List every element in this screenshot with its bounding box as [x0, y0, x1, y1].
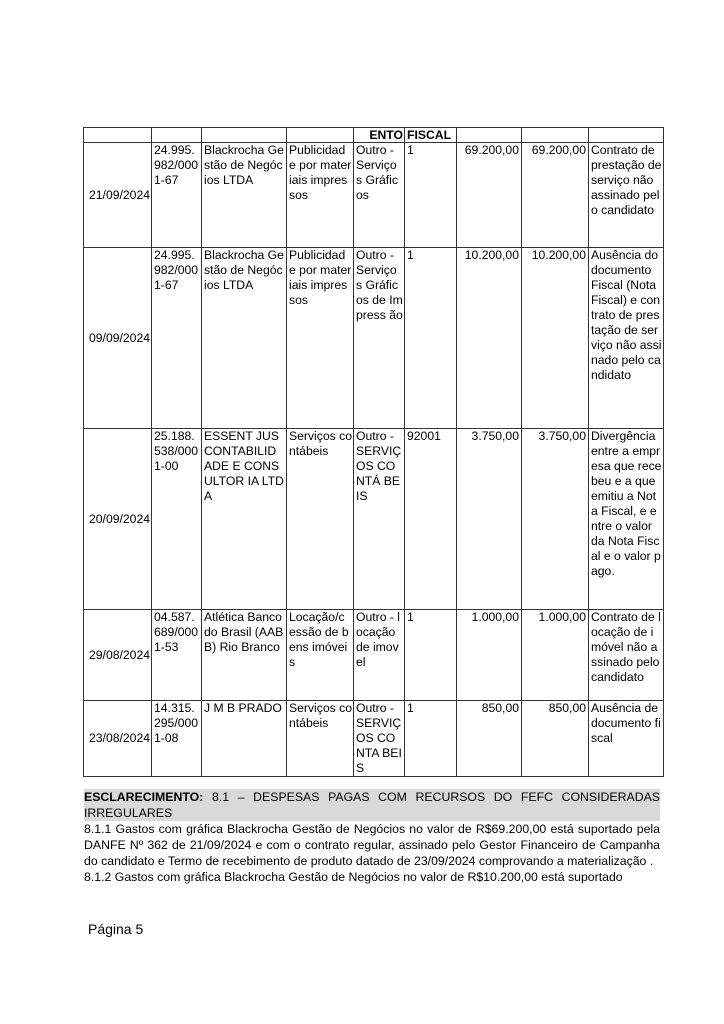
doc-cell: 1 [405, 701, 457, 777]
service-cell: Serviços contábeis [287, 701, 354, 777]
date-cell: 21/09/2024 [84, 143, 152, 248]
doc-cell: 1 [405, 248, 457, 429]
clarification-label: ESCLARECIMENTO: [84, 790, 204, 804]
issue-cell: Contrato de locação de imóvel não assinado pelo candidato [589, 610, 664, 701]
doc-cell: 1 [405, 143, 457, 248]
cnpj-cell: 25.188. 538/000 1-00 [152, 429, 202, 610]
clarification-paragraph-8-1-1: 8.1.1 Gastos com gráfica Blackrocha Gestão de Negócios no valor de R$69.200,00 está suportado pela DANFE Nº 362 de 21/09/2024 e com o contrato regular, assinado pelo Gestor Financeiro de Campanha do candidato e Termo de recebimento de produto datado de 23/09/2024 comprovando a materialização . [84, 822, 660, 868]
page-number: Página 5 [88, 921, 144, 937]
supplier-cell: Blackrocha Gestão de Negócios LTDA [202, 248, 287, 429]
issue-cell: Ausência do documento Fiscal (Nota Fiscal) e contrato de prestação de serviço não assinado pelo candidato [589, 248, 664, 429]
header-cell-ento: ENTO [354, 128, 405, 143]
supplier-cell: Atlética Banco do Brasil (AABB) Rio Branco [202, 610, 287, 701]
header-cell [589, 128, 664, 143]
doc-cell: 92001 [405, 429, 457, 610]
value-paid-cell: 1.000,00 [522, 610, 589, 701]
doc-cell: 1 [405, 610, 457, 701]
issue-cell: Divergência entre a empresa que recebeu e a que emitiu a Nota Fiscal, e entre o valor da Nota Fiscal e o valor pago. [589, 429, 664, 610]
cnpj-cell: 04.587. 689/000 1-53 [152, 610, 202, 701]
type-cell: Outro - Serviço s Gráficos de Impress ão [354, 248, 405, 429]
service-cell: Locação/c essão de bens imóveis [287, 610, 354, 701]
type-cell: Outro - locação de imovel [354, 610, 405, 701]
clarification-heading [84, 789, 660, 821]
value-cell: 1.000,00 [457, 610, 522, 701]
issue-cell: Ausência de documento fiscal [589, 701, 664, 777]
type-cell: Outro - SERVIÇ OS CONTÁ BEIS [354, 429, 405, 610]
value-paid-cell: 10.200,00 [522, 248, 589, 429]
header-cell [202, 128, 287, 143]
header-cell [152, 128, 202, 143]
table-row [84, 610, 664, 701]
value-cell: 10.200,00 [457, 248, 522, 429]
date-cell: 29/08/2024 [84, 610, 152, 701]
header-cell-fiscal: FISCAL [405, 128, 457, 143]
service-cell: Publicidad e por materiais impressos [287, 143, 354, 248]
clarification-section [84, 789, 660, 885]
cnpj-cell: 24.995. 982/000 1-67 [152, 248, 202, 429]
header-cell [84, 128, 152, 143]
type-cell: Outro - Serviço s Gráficos [354, 143, 405, 248]
clarification-paragraph-8-1-2: 8.1.2 Gastos com gráfica Blackrocha Gestão de Negócios no valor de R$10.200,00 está suportado [84, 870, 623, 884]
value-cell: 850,00 [457, 701, 522, 777]
clarification-heading-text: 8.1 – DESPESAS PAGAS COM RECURSOS DO FEFC CONSIDERADAS IRREGULARES [84, 790, 660, 820]
expenses-table [83, 127, 664, 777]
value-cell: 69.200,00 [457, 143, 522, 248]
table-row [84, 248, 664, 429]
type-cell: Outro - SERVIÇ OS CONTA BEIS [354, 701, 405, 777]
table-row [84, 143, 664, 248]
service-cell: Publicidad e por materiais impressos [287, 248, 354, 429]
value-paid-cell: 3.750,00 [522, 429, 589, 610]
header-cell [522, 128, 589, 143]
cnpj-cell: 24.995. 982/000 1-67 [152, 143, 202, 248]
header-cell [457, 128, 522, 143]
value-cell: 3.750,00 [457, 429, 522, 610]
service-cell: Serviços contábeis [287, 429, 354, 610]
date-cell: 23/08/2024 [84, 701, 152, 777]
date-cell: 20/09/2024 [84, 429, 152, 610]
value-paid-cell: 850,00 [522, 701, 589, 777]
cnpj-cell: 14.315. 295/000 1-08 [152, 701, 202, 777]
supplier-cell: Blackrocha Gestão de Negócios LTDA [202, 143, 287, 248]
table-header-row [84, 128, 664, 143]
issue-cell: Contrato de prestação de serviço não assinado pelo candidato [589, 143, 664, 248]
supplier-cell: ESSENT JUS CONTABILID ADE E CONSULTOR IA LTDA [202, 429, 287, 610]
table-row [84, 701, 664, 777]
value-paid-cell: 69.200,00 [522, 143, 589, 248]
date-cell: 09/09/2024 [84, 248, 152, 429]
table-row [84, 429, 664, 610]
supplier-cell: J M B PRADO [202, 701, 287, 777]
header-cell [287, 128, 354, 143]
